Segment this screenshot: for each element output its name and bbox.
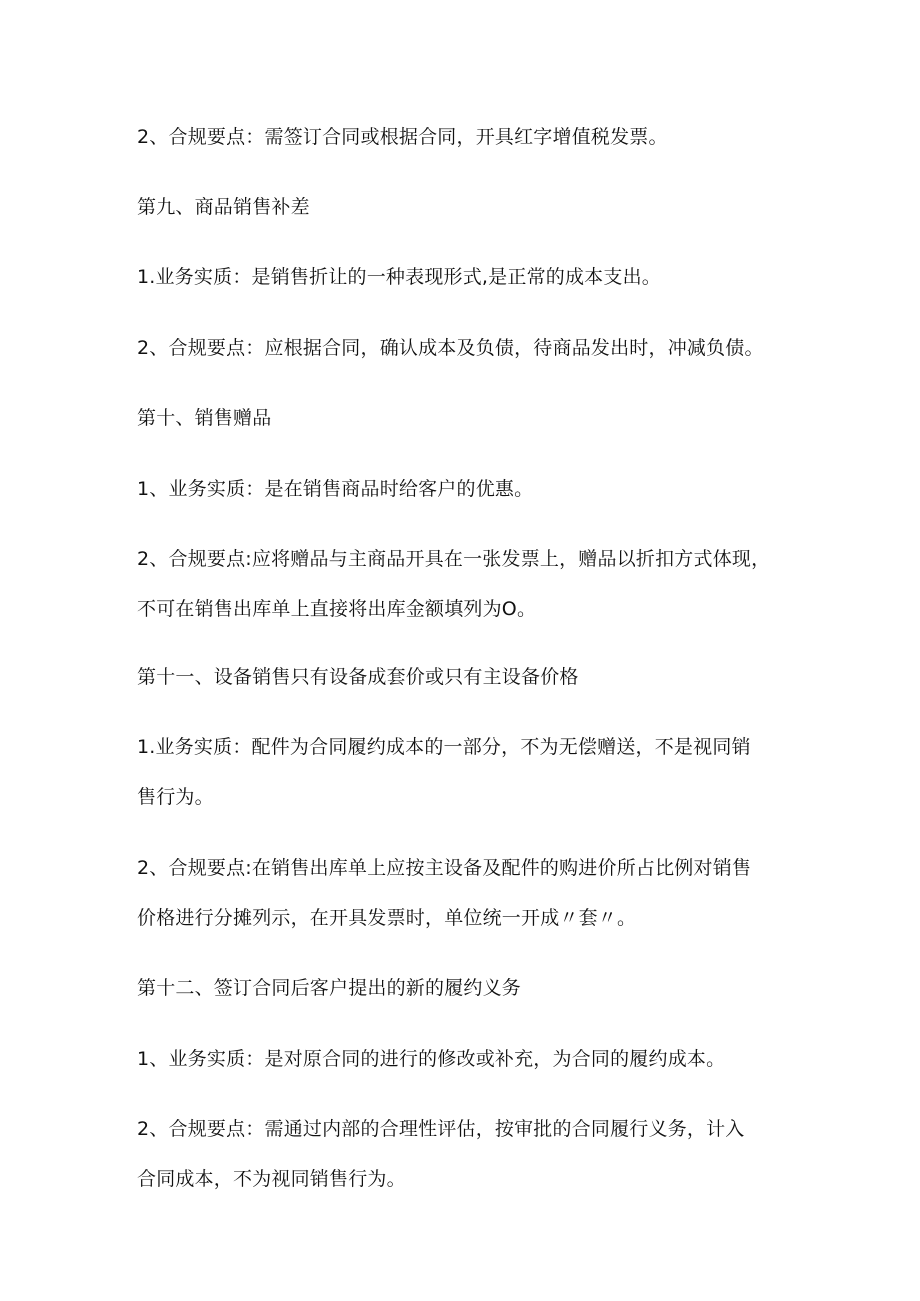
paragraph-line: 1、业务实质：是对原合同的进行的修改或补充，为合同的履约成本。 bbox=[137, 1048, 726, 1070]
section-heading: 第十一、设备销售只有设备成套价或只有主设备价格 bbox=[137, 666, 579, 688]
paragraph-line: 1.业务实质：配件为合同履约成本的一部分，不为无偿赠送，不是视同销 bbox=[137, 736, 751, 758]
paragraph-line: 2、合规要点:应将赠品与主商品开具在一张发票上，赠品以折扣方式体现， bbox=[137, 548, 771, 570]
paragraph-line: 2、合规要点：应根据合同，确认成本及负债，待商品发出时，冲减负债。 bbox=[137, 337, 764, 359]
paragraph-line: 合同成本，不为视同销售行为。 bbox=[137, 1168, 406, 1190]
paragraph-line: 2、合规要点：需通过内部的合理性评估，按审批的合同履行义务，计入 bbox=[137, 1118, 745, 1140]
paragraph-line: 售行为。 bbox=[137, 786, 214, 808]
paragraph-line: 1.业务实质：是销售折让的一种表现形式,是正常的成本支出。 bbox=[137, 266, 661, 288]
paragraph-line: 价格进行分摊列示，在开具发票时，单位统一开成〃套〃。 bbox=[137, 907, 637, 929]
paragraph-line: 2、合规要点：需签订合同或根据合同，开具红字增值税发票。 bbox=[137, 126, 668, 148]
paragraph-line: 不可在销售出库单上直接将出库金额填列为O。 bbox=[137, 598, 537, 620]
section-heading: 第九、商品销售补差 bbox=[137, 196, 310, 218]
section-heading: 第十二、签订合同后客户提出的新的履约义务 bbox=[137, 977, 522, 999]
paragraph-line: 2、合规要点:在销售出库单上应按主设备及配件的购进价所占比例对销售 bbox=[137, 857, 752, 879]
section-heading: 第十、销售赠品 bbox=[137, 407, 272, 429]
paragraph-line: 1、业务实质：是在销售商品时给客户的优惠。 bbox=[137, 478, 534, 500]
